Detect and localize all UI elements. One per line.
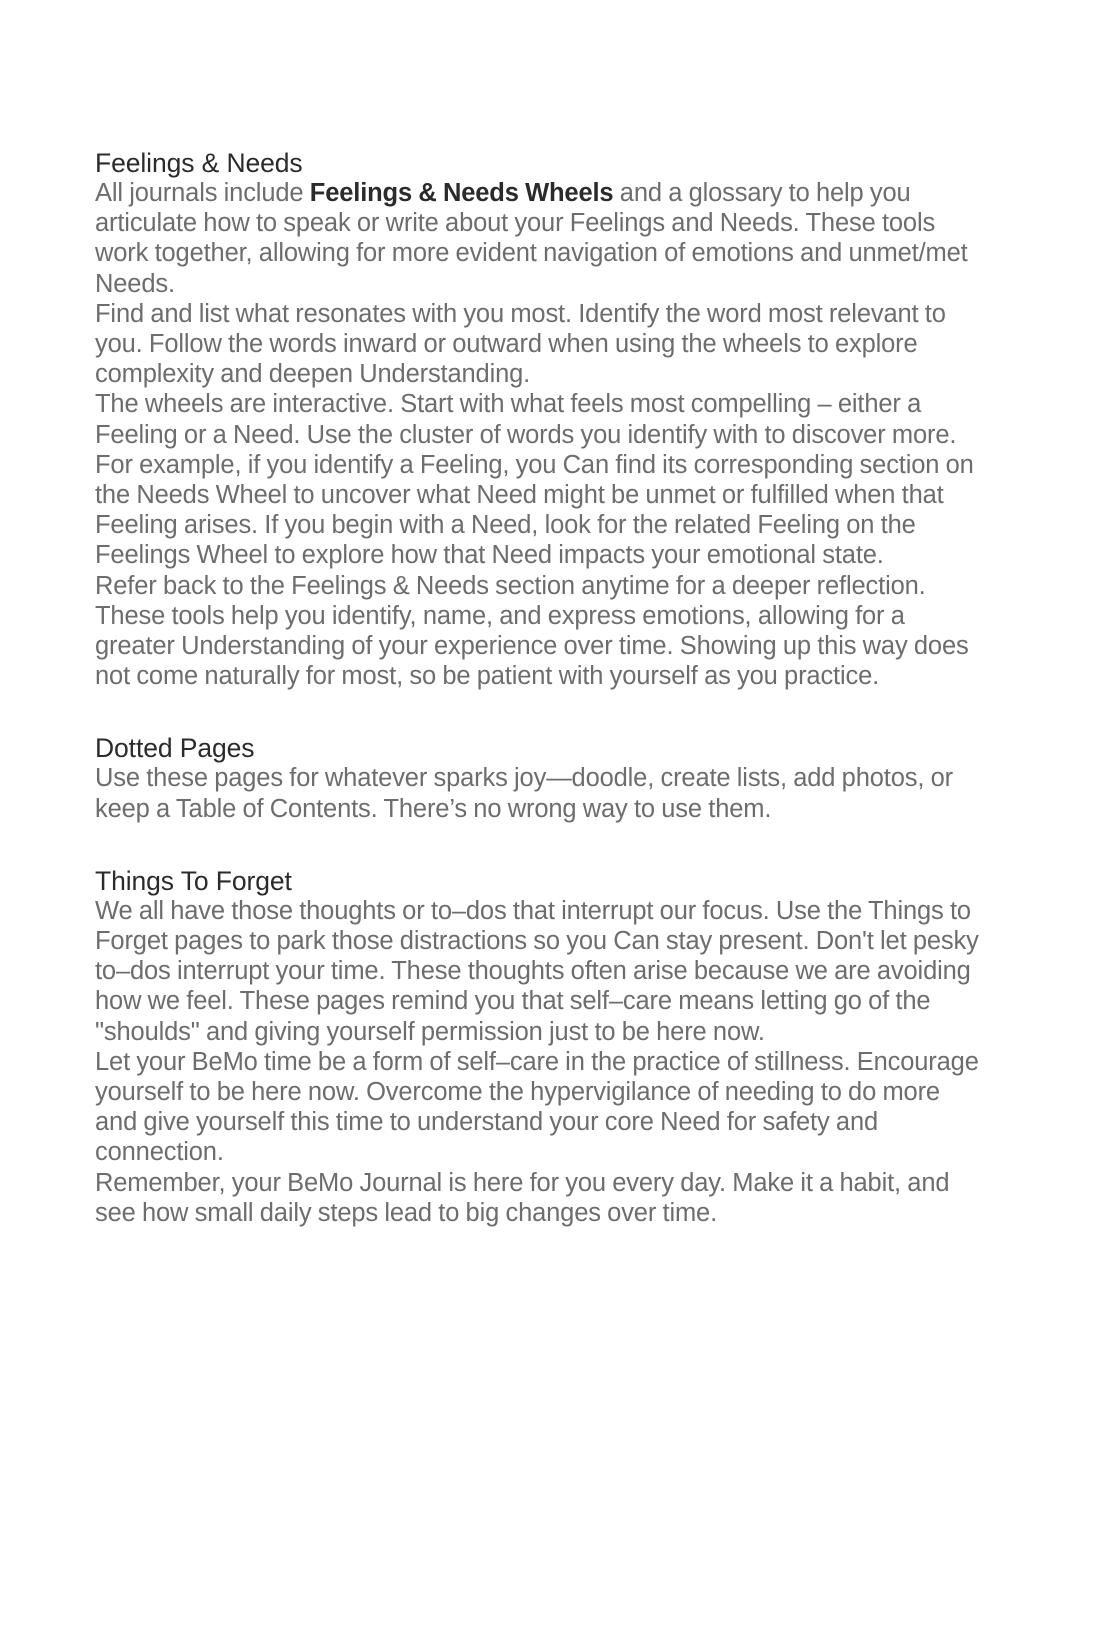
paragraph-dotted-pages	[95, 763, 980, 823]
text-run: We all have those thoughts or to–dos that interrupt our focus. Use the Things to Forget pages to park those distractions so you Can stay present. Don't let pesky to–dos interrupt your time. These thoughts often arise because we are avoiding how we feel. These pages remind you that self–care means letting go of the "shoulds" and giving yourself permission just to be here now.	[95, 896, 979, 1046]
text-run: Let your BeMo time be a form of self–care in the practice of stillness. Encourage yourself to be here now. Overcome the hypervigilance of needing to do more and give yourself this time to understand your core Need for safety and connection.	[95, 1047, 979, 1167]
text-run: The wheels are interactive. Start with what feels most compelling – either a Feeling or a Need. Use the cluster of words you identify with to discover more. For example, if you identify a Feeling, you Can find its corresponding section on the Needs Wheel to uncover what Need might be unmet or fulfilled when that Feeling arises. If you begin with a Need, look for the related Feeling on the Feelings Wheel to explore how that Need impacts your emotional state.	[95, 390, 974, 570]
paragraph-find-and-list	[95, 299, 980, 390]
paragraph-things-to-forget	[95, 896, 980, 1047]
text-run: Use these pages for whatever sparks joy—doodle, create lists, add photos, or keep a Table of Contents. There’s no wrong way to use them.	[95, 764, 953, 823]
section-dotted-pages	[95, 733, 980, 763]
paragraph-feelings-intro	[95, 178, 980, 299]
section-heading-dotted-pages: Dotted Pages	[95, 733, 255, 764]
section-feelings-and-needs	[95, 148, 980, 178]
paragraph-bemo-time	[95, 1047, 980, 1168]
text-run: Refer back to the Feelings & Needs section anytime for a deeper reflection. These tools help you identify, name, and express emotions, allowing for a greater Understanding of your experience over time. Showing up this way does not come naturally for most, so be patient with yourself as you practice.	[95, 571, 969, 691]
paragraph-refer-back	[95, 571, 980, 692]
text-run: All journals include	[95, 179, 310, 207]
text-run: Find and list what resonates with you most. Identify the word most relevant to you. Follow the words inward or outward when using the wheels to explore complexity and deepen Understanding.	[95, 299, 946, 389]
text-run: Remember, your BeMo Journal is here for you every day. Make it a habit, and see how small daily steps lead to big changes over time.	[95, 1168, 950, 1227]
section-things-to-forget	[95, 866, 980, 896]
document-content	[95, 148, 980, 1228]
section-heading-things-to-forget: Things To Forget	[95, 865, 292, 896]
text-run: and a glossary to help you articulate how to speak or write about your Feelings and Needs. These tools work together, allowing for more evident navigation of emotions and unmet/met Needs.	[95, 179, 968, 298]
section-heading-feelings-and-needs: Feelings & Needs	[95, 148, 303, 178]
paragraph-remember-closing	[95, 1168, 980, 1228]
paragraph-wheels-interactive	[95, 389, 980, 570]
emphasized-text-run: Feelings & Needs Wheels	[309, 179, 614, 207]
